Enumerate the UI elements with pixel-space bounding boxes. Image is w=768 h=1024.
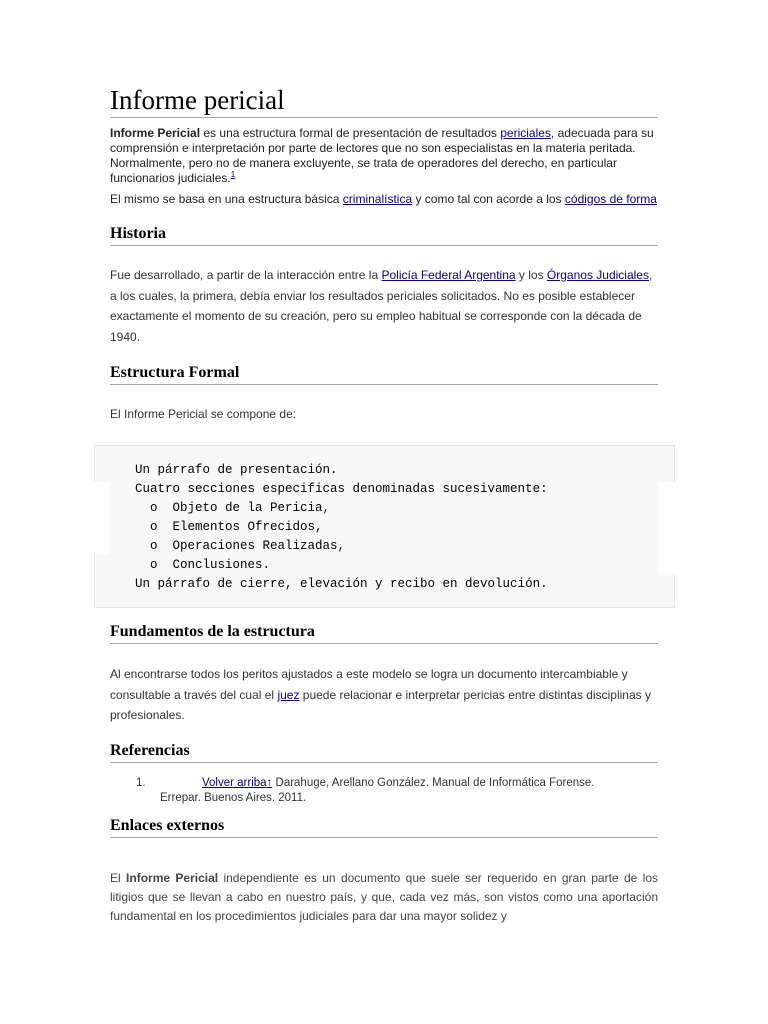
heading-enlaces-externos: Enlaces externos (110, 816, 658, 838)
structure-line: o Operaciones Realizadas, (135, 539, 346, 553)
structure-line: o Conclusiones. (135, 558, 271, 572)
reference-number: 1. (136, 777, 146, 789)
enlaces-term: Informe Pericial (126, 871, 219, 885)
historia-paragraph: Fue desarrollado, a partir de la interacción entre la Policía Federal Argentina y los Órganos Judiciales, a los cuales, la primera, debía enviar los resultados periciales solicitados. No es posible establecer exactamente el momento de su creación, pero su empleo habitual se corresponde con la década de 1940. (110, 268, 653, 344)
fundamentos-section (110, 622, 658, 763)
structure-line: Un párrafo de cierre, elevación y recibo en devolución. (135, 577, 548, 591)
enlaces-section (110, 816, 658, 926)
intro-paragraph-2: El mismo se basa en una estructura básica criminalística y como tal con acorde a los códigos de forma (110, 192, 657, 206)
back-to-top-link[interactable]: Volver arriba↑ (202, 777, 273, 789)
article (110, 84, 658, 425)
structure-preformatted-block (94, 445, 675, 608)
link-criminalistica[interactable]: criminalística (342, 192, 413, 206)
intro-paragraph: Informe Pericial es una estructura formal de presentación de resultados periciales, adecuada para su comprensión e interpretación por parte de lectores que no son especialistas en la materia peritada. Normalmente, pero no de manera excluyente, se trata de operadores del derecho, en particular funcionarios judiciales.$^1$ (110, 126, 654, 185)
fundamentos-paragraph: Al encontrarse todos los peritos ajustados a este modelo se logra un documento intercambiable y consultable a través del cual el juez puede relacionar e interpretar pericias entre distintas disciplinas y profesionales. (110, 667, 651, 722)
link-periciales[interactable]: periciales (500, 126, 551, 140)
heading-referencias: Referencias (110, 741, 658, 763)
page-cut-right (658, 482, 676, 575)
structure-line: o Elementos Ofrecidos, (135, 520, 323, 534)
structure-line: Cuatro secciones especificas denominadas sucesivamente: (135, 482, 548, 496)
reference-item: 1. Volver arriba↑ Darahuge, Arellano González. Manual de Informática Forense. Errepar. Buenos Aires. 2011. (136, 777, 595, 804)
heading-estructura-formal: Estructura Formal (110, 363, 658, 385)
intro-term: Informe Pericial (110, 126, 201, 140)
link-codigos-de-forma[interactable]: códigos de forma (564, 192, 657, 206)
link-juez[interactable]: juez (277, 687, 300, 702)
ref-link-1[interactable]: 1 (230, 170, 236, 179)
estructura-intro: El Informe Pericial se compone de: (110, 407, 297, 421)
link-policia-federal[interactable]: Policía Federal Argentina (381, 268, 516, 282)
link-organos-judiciales[interactable]: Órganos Judiciales (546, 268, 649, 282)
structure-line: Un párrafo de presentación. (135, 463, 338, 477)
page-cut-left (93, 482, 110, 554)
page-title: Informe pericial (110, 84, 658, 118)
heading-fundamentos: Fundamentos de la estructura (110, 622, 658, 644)
heading-historia: Historia (110, 224, 658, 246)
enlaces-paragraph: El Informe Pericial independiente es un documento que suele ser requerido en gran parte de los litigios que se llevan a cabo en nuestro país, y que, cada vez más, son vistos como una aportación fundamental en los procedimientos judiciales para dar una mayor solidez y (110, 871, 658, 923)
structure-line: o Objeto de la Pericia, (135, 501, 331, 515)
